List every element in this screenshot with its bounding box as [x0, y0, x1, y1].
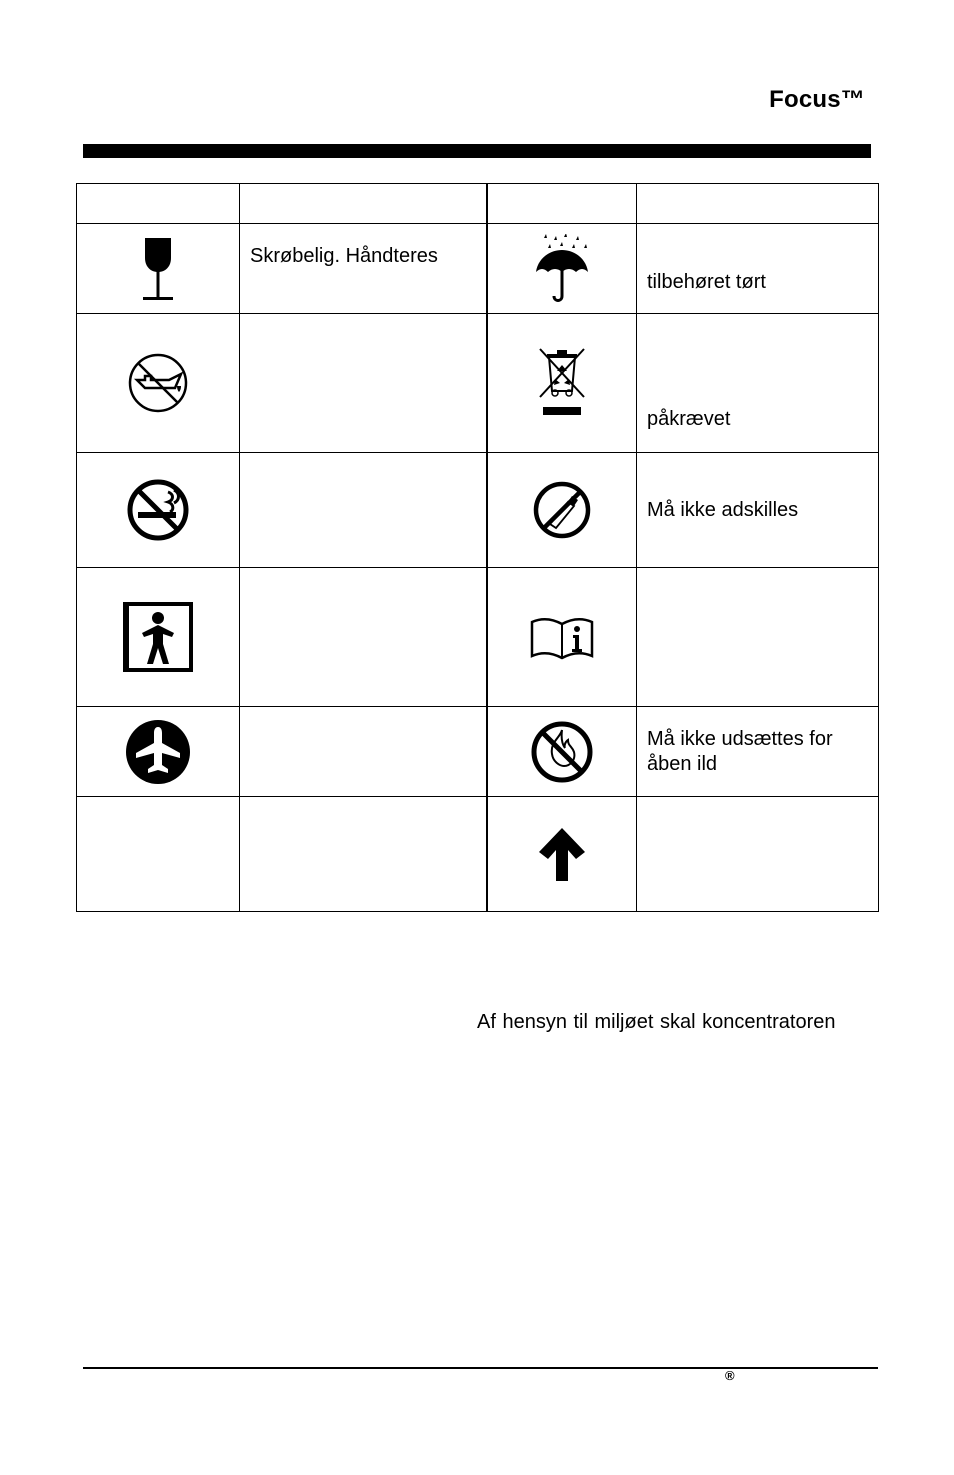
symbol-description: Skrøbelig. Håndteres	[240, 224, 487, 314]
symbol-description: påkrævet	[637, 314, 879, 453]
this-way-up-arrow-icon	[537, 826, 587, 882]
symbol-description: tilbehøret tørt	[637, 224, 879, 314]
no-smoking-icon	[126, 478, 190, 542]
do-not-disassemble-icon	[532, 480, 592, 540]
symbol-cell	[487, 707, 637, 797]
fragile-glass-icon	[138, 234, 178, 304]
symbol-description	[637, 568, 879, 707]
table-row	[77, 314, 879, 453]
type-bf-applied-part-icon	[122, 601, 194, 673]
symbol-description	[240, 314, 487, 453]
symbol-description	[240, 797, 487, 912]
keep-dry-umbrella-icon	[532, 234, 592, 304]
symbol-cell	[487, 797, 637, 912]
symbol-description: Må ikke udsættes for åben ild	[637, 707, 879, 797]
table-header-row	[77, 184, 879, 224]
symbol-cell	[77, 797, 240, 912]
symbol-cell	[487, 314, 637, 453]
symbol-cell	[77, 314, 240, 453]
no-oil-icon	[127, 352, 189, 414]
header-bar	[83, 144, 871, 158]
registered-mark: ®	[725, 1368, 735, 1383]
symbol-cell	[487, 453, 637, 568]
table-header-cell	[637, 184, 879, 224]
table-row	[77, 224, 879, 314]
environment-paragraph: Af hensyn til miljøet skal koncentratoren	[477, 1011, 836, 1033]
weee-crossed-bin-icon	[537, 347, 587, 419]
symbol-cell	[77, 453, 240, 568]
table-header-cell	[487, 184, 637, 224]
symbols-table	[76, 183, 879, 912]
table-header-cell	[77, 184, 240, 224]
symbol-cell	[487, 224, 637, 314]
symbol-description: Må ikke adskilles	[637, 453, 879, 568]
airplane-icon	[125, 719, 191, 785]
table-row	[77, 797, 879, 912]
table-row	[77, 568, 879, 707]
symbol-description	[240, 568, 487, 707]
symbol-cell	[77, 707, 240, 797]
symbol-description	[240, 707, 487, 797]
table-row	[77, 707, 879, 797]
footer-rule	[83, 1367, 878, 1369]
symbol-cell	[77, 224, 240, 314]
symbol-cell	[487, 568, 637, 707]
symbol-description	[240, 453, 487, 568]
page-title: Focus™	[769, 86, 865, 113]
consult-instructions-icon	[529, 614, 595, 660]
symbol-description	[637, 797, 879, 912]
symbol-cell	[77, 568, 240, 707]
table-row	[77, 453, 879, 568]
no-open-flame-icon	[530, 720, 594, 784]
table-header-cell	[240, 184, 487, 224]
